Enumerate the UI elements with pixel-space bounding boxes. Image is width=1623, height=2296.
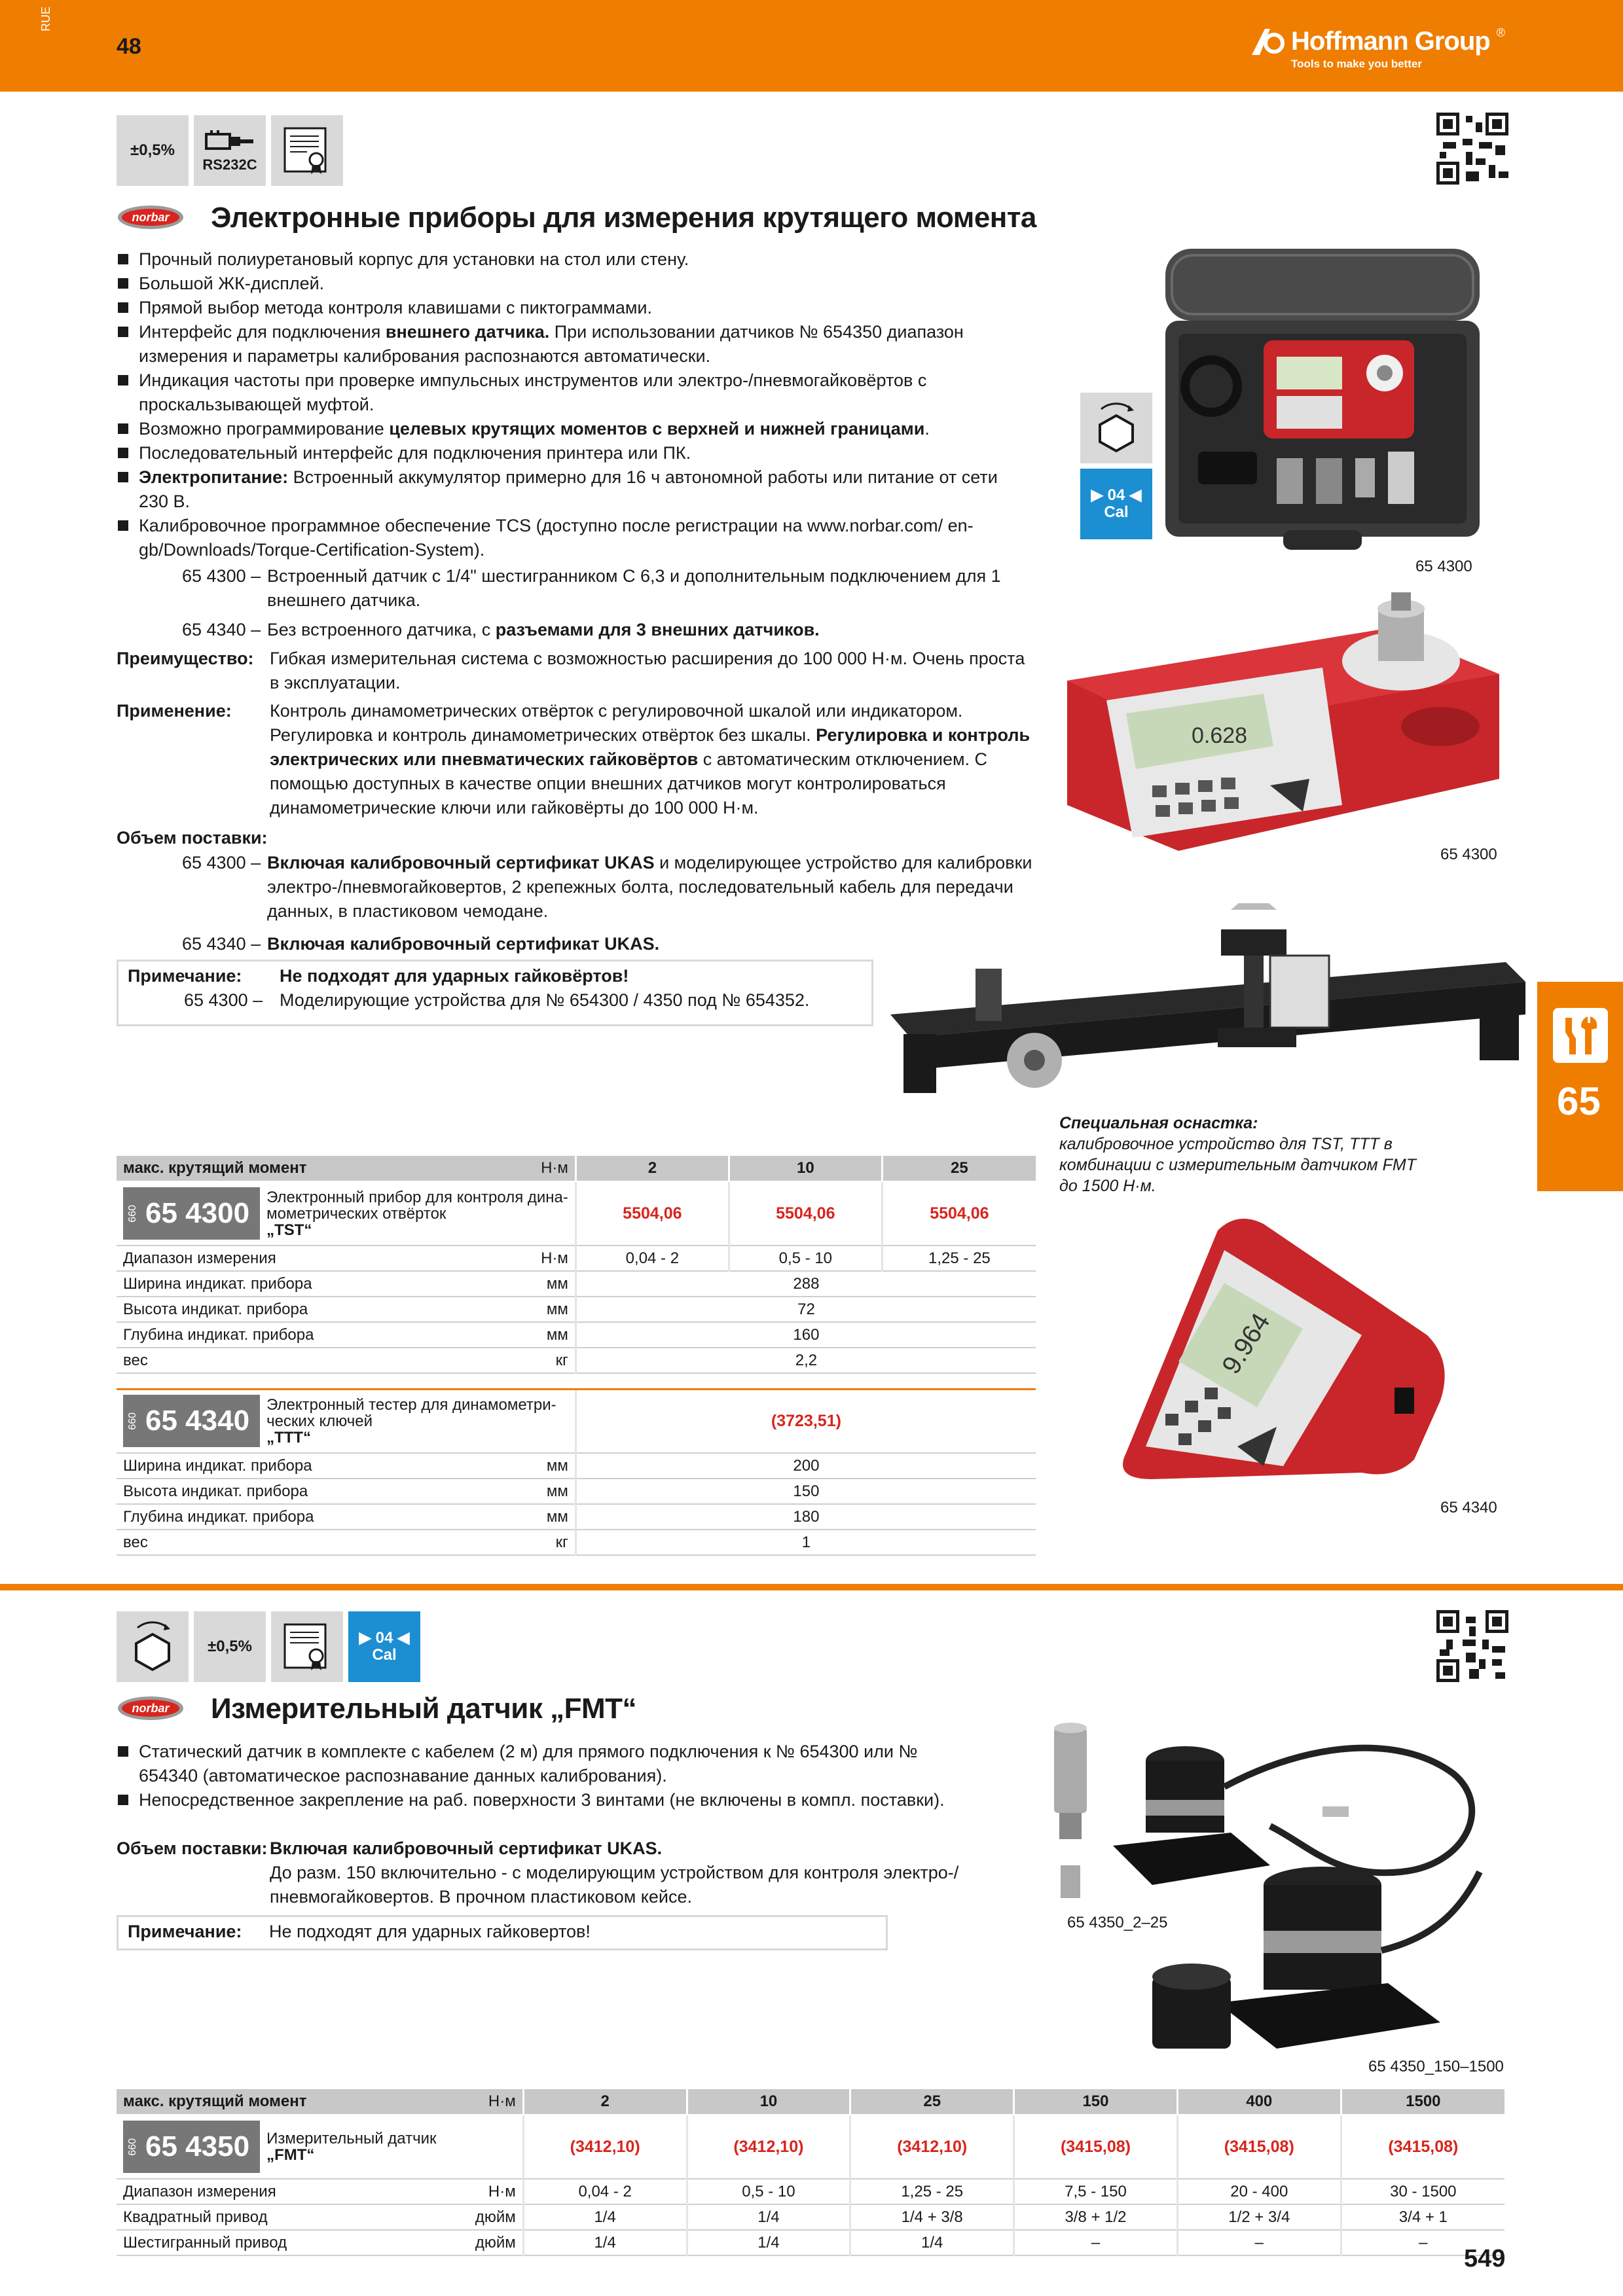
article-row [117,1181,1036,1246]
column-header: 10 [687,2089,850,2115]
chapter-tab [1537,982,1623,1191]
table-row [117,1271,1036,1297]
article-description: Электронный тестер для динамометри- ческих ключей „TTT“ [266,1395,556,1446]
tst-device-photo [1048,589,1506,864]
cell-value: 160 [575,1322,1036,1348]
row-label: Ширина индикат. прибора [117,1271,481,1297]
cell-value: 200 [575,1453,1036,1479]
list-item: Последовательный интерфейс для подключения принтера или ПК. [117,441,1027,465]
row-label: Высота индикат. прибора [117,1479,481,1504]
row-label: Высота индикат. прибора [117,1297,481,1322]
advantage-block: Преимущество: Гибкая измерительная система с возможностью расширения до 100 000 Н·м. Очень проста в эксплуатации. [117,649,1025,692]
norbar-logo-icon [117,1695,185,1721]
cell-value: 0,5 - 10 [687,2179,850,2204]
fmt-large-photo [1152,1846,1519,2062]
row-unit: мм [481,1322,576,1348]
cal-line-2: Cal [1104,503,1129,521]
variant-4300: 65 4300 – Встроенный датчик с 1/4" шестигранником C 6,3 и дополнительным подключением для 1 внешнего датчика. [182,566,1001,610]
cell-value: 1/4 [523,2230,687,2255]
row-unit: мм [481,1271,576,1297]
application-block: Применение: Контроль динамометрических отвёрток с регулировочной шкалой или индикатором. Регулировка и контроль динамометрических отвёрток без шкалы. Регулировка и контроль электрических или пневматических гайковёртов с автоматическим отключением. С помощью доступных в качестве опции внешних датчиков могут контролироваться динамометрические ключи или гайковёрты до 100 000 Н·м. [117,701,1030,817]
feature-icons-1 [117,115,343,186]
article-number: 660 65 4300 [123,1187,260,1240]
price: (3412,10) [523,2115,687,2179]
section-title-fmt: Измерительный датчик „FMT“ [211,1693,636,1725]
cal-line-1: ▶ 04 ◀ [1091,486,1142,504]
table-row [117,2230,1504,2255]
row-unit: мм [481,1479,576,1504]
column-header: 10 [729,1156,882,1181]
list-item: Электропитание: Встроенный аккумулятор примерно для 16 ч автономной работы или питание от сети 230 В. [117,465,1027,514]
article-cell [117,2115,523,2179]
chapter-icon-box [1553,1008,1608,1063]
svg-text:9.964: 9.964 [1216,1308,1276,1380]
table-row [117,1322,1036,1348]
cell-value: 1/4 [687,2230,850,2255]
caption-device: 65 4300 [1440,846,1497,863]
cell-value: 0,5 - 10 [729,1246,882,1271]
header-unit: Н·м [481,1156,576,1181]
cell-value: 180 [575,1504,1036,1530]
row-unit: кг [481,1348,576,1373]
cell-value: 1 [575,1530,1036,1555]
cell-value: 0,04 - 2 [523,2179,687,2204]
hex-badge [1080,393,1152,463]
ttt-device-photo [1087,1204,1480,1492]
delivery-block-2: Объем поставки: Включая калибровочный сертификат UKAS. До разм. 150 включительно - с моделирующим устройством для контроля электро-/пневмогайковертов. В прочном пластиковом кейсе. [117,1839,959,1907]
feature-icons-2 [117,1611,420,1682]
cell-value: 288 [575,1271,1036,1297]
header-unit: Н·м [439,2089,523,2115]
price: (3412,10) [850,2115,1014,2179]
variant-4340: 65 4340 – Без встроенного датчика, с разъемами для 3 внешних датчиков. [182,620,820,639]
spec-table-2 [117,2089,1504,2256]
delivery-4300: 65 4300 – Включая калибровочный сертификат UKAS и моделирующее устройство для калибровки электро-/пневмогайковертов, 2 крепежных болта, последовательный кабель для передачи данных, в пластиковом чемодане. [182,853,1032,921]
column-header: 25 [850,2089,1014,2115]
hex-rotate-icon [1088,400,1144,456]
list-item: Возможно программирование целевых крутящих моментов с верхней и нижней границами. [117,417,1027,441]
price: (3412,10) [687,2115,850,2179]
table-row [117,1479,1036,1504]
hoffmann-mark-icon [1250,26,1285,56]
fixture-photo [877,903,1532,1139]
qr-code-icon [1436,1610,1508,1682]
row-label: Квадратный привод [117,2204,439,2230]
accuracy-badge: ±0,5% [194,1611,266,1682]
row-label: Диапазон измерения [117,2179,439,2204]
list-item: Прочный полиуретановый корпус для установки на стол или стену. [117,247,1027,272]
delivery-4340: 65 4340 – Включая калибровочный сертификат UKAS. [182,934,660,954]
certificate-icon [281,124,333,177]
row-unit: кг [481,1530,576,1555]
svg-text:0.628: 0.628 [1192,723,1248,748]
cell-value: 7,5 - 150 [1014,2179,1178,2204]
caption-case: 65 4300 [1415,558,1472,575]
certificate-badge [271,115,343,186]
row-label: Глубина индикат. прибора [117,1504,481,1530]
cell-value: 3/8 + 1/2 [1014,2204,1178,2230]
row-unit: мм [481,1297,576,1322]
certificate-icon [281,1621,333,1673]
cell-value: 0,04 - 2 [575,1246,729,1271]
article-cell [117,1181,575,1246]
list-item: Интерфейс для подключения внешнего датчика. При использовании датчиков № 654350 диапазон измерения и параметры калибрования распознаются автоматически. [117,320,1027,368]
column-header: 1500 [1341,2089,1504,2115]
hex-rotate-icon [124,1619,181,1675]
table-header [117,1156,1036,1181]
feature-list-1 [117,247,1027,562]
hex-badge [117,1611,189,1682]
language-code: RUE [39,6,52,31]
article-row [117,1389,1036,1453]
fixture-caption: Специальная оснастка: калибровочное устройство для TST, TTT в комбинации с измерительным датчиком FMT до 1500 Н·м. [1059,1114,1416,1195]
svg-text:norbar: norbar [132,1702,170,1715]
caption-ttt: 65 4340 [1440,1499,1497,1516]
caption-fmt-large: 65 4350_150–1500 [1368,2058,1504,2075]
header-bar [0,0,1623,92]
row-label: Диапазон измерения [117,1246,481,1271]
cell-value: 30 - 1500 [1341,2179,1504,2204]
cal-line-2: Cal [372,1646,397,1664]
price: 5504,06 [882,1181,1036,1246]
article-number: 660 65 4350 [123,2121,260,2173]
cal-line-1: ▶ 04 ◀ [359,1628,410,1647]
list-item: Непосредственное закрепление на раб. поверхности 3 винтами (не включены в компл. поставки). [117,1788,968,1812]
article-description: Измерительный датчик „FMT“ [266,2130,437,2164]
header-label: макс. крутящий момент [117,2089,439,2115]
table-row [117,1348,1036,1373]
article-row [117,2115,1504,2179]
row-label: Шестигранный привод [117,2230,439,2255]
row-label: вес [117,1348,481,1373]
table-header [117,2089,1504,2115]
table-row [117,1504,1036,1530]
brand-slogan: Tools to make you better [1291,58,1422,70]
column-header: 2 [575,1156,729,1181]
cell-value: 3/4 + 1 [1341,2204,1504,2230]
rs232c-badge: RS232C [194,115,266,186]
price: 5504,06 [575,1181,729,1246]
delivery-label-1: Объем поставки: [117,828,268,848]
price: (3723,51) [575,1389,1036,1453]
caption-fmt-small: 65 4350_2–25 [1067,1914,1168,1931]
column-header: 150 [1014,2089,1178,2115]
row-unit: Н·м [439,2179,523,2204]
cell-value: 1/4 [687,2204,850,2230]
cell-value: 1/4 + 3/8 [850,2204,1014,2230]
article-description: Электронный прибор для контроля дина- мометрических отвёрток „TST“ [266,1188,568,1239]
case-photo [1159,242,1486,556]
cell-value: 2,2 [575,1348,1036,1373]
cell-value: 150 [575,1479,1036,1504]
table-row [117,1297,1036,1322]
brand-logo [1250,26,1505,71]
chapter-number: 65 [1557,1079,1601,1123]
spec-table-1 [117,1156,1036,1556]
wrench-screwdriver-icon [1558,1013,1603,1058]
column-header: 400 [1177,2089,1341,2115]
column-header: 25 [882,1156,1036,1181]
norbar-logo-icon [117,204,185,230]
list-item: Прямой выбор метода контроля клавишами с пиктограммами. [117,296,1027,320]
table-row [117,1453,1036,1479]
cell-value: – [1014,2230,1178,2255]
section-divider [0,1584,1623,1590]
row-label: вес [117,1530,481,1555]
cell-value: 1,25 - 25 [850,2179,1014,2204]
list-item: Калибровочное программное обеспечение TCS (доступно после регистрации на www.norbar.com/ en-gb/Downloads/Torque-Certification-System). [117,514,1027,562]
price: (3415,08) [1341,2115,1504,2179]
brand-registered: ® [1496,26,1505,39]
row-label: Ширина индикат. прибора [117,1453,481,1479]
price: 5504,06 [729,1181,882,1246]
header-label: макс. крутящий момент [117,1156,481,1181]
svg-text:norbar: norbar [132,211,170,224]
table-row [117,2204,1504,2230]
row-unit: дюйм [439,2230,523,2255]
calibration-badge [348,1611,420,1682]
table-row [117,1530,1036,1555]
brand-name: Hoffmann Group [1291,26,1490,56]
row-unit: Н·м [481,1246,576,1271]
qr-code-icon [1436,113,1508,185]
accuracy-badge: ±0,5% [117,115,189,186]
page-number-left: 48 [117,34,141,59]
cell-value: – [1341,2230,1504,2255]
article-cell [117,1389,575,1453]
list-item: Большой ЖК-дисплей. [117,272,1027,296]
row-unit: мм [481,1453,576,1479]
cell-value: 1/2 + 3/4 [1177,2204,1341,2230]
table-row [117,1246,1036,1271]
section-title-tst: Электронные приборы для измерения крутящего момента [211,202,1036,234]
page-number-right: 549 [1464,2245,1506,2272]
price: (3415,08) [1177,2115,1341,2179]
row-unit: мм [481,1504,576,1530]
certificate-badge [271,1611,343,1682]
feature-list-2 [117,1740,968,1812]
price: (3415,08) [1014,2115,1178,2179]
column-header: 2 [523,2089,687,2115]
row-label: Глубина индикат. прибора [117,1322,481,1348]
cell-value: 1,25 - 25 [882,1246,1036,1271]
article-number: 660 65 4340 [123,1395,260,1447]
list-item: Статический датчик в комплекте с кабелем (2 м) для прямого подключения к № 654300 или № 654340 (автоматическое распознавание данных калибрования). [117,1740,968,1788]
cell-value: 20 - 400 [1177,2179,1341,2204]
note-box-2: Примечание: Не подходят для ударных гайковертов! [117,1915,888,1950]
cell-value: 1/4 [850,2230,1014,2255]
cell-value: 72 [575,1297,1036,1322]
cable-plug-icon [205,128,255,156]
note-box-1: Примечание: Не подходят для ударных гайковёртов! 65 4300 – Моделирующие устройства для № 654300 / 4350 под № 654352. [117,960,873,1026]
list-item: Индикация частоты при проверке импульсных инструментов или электро-/пневмогайковёртов с проскальзывающей муфтой. [117,368,1027,417]
cell-value: – [1177,2230,1341,2255]
calibration-badge [1080,469,1152,539]
row-unit: дюйм [439,2204,523,2230]
table-row [117,2179,1504,2204]
cell-value: 1/4 [523,2204,687,2230]
